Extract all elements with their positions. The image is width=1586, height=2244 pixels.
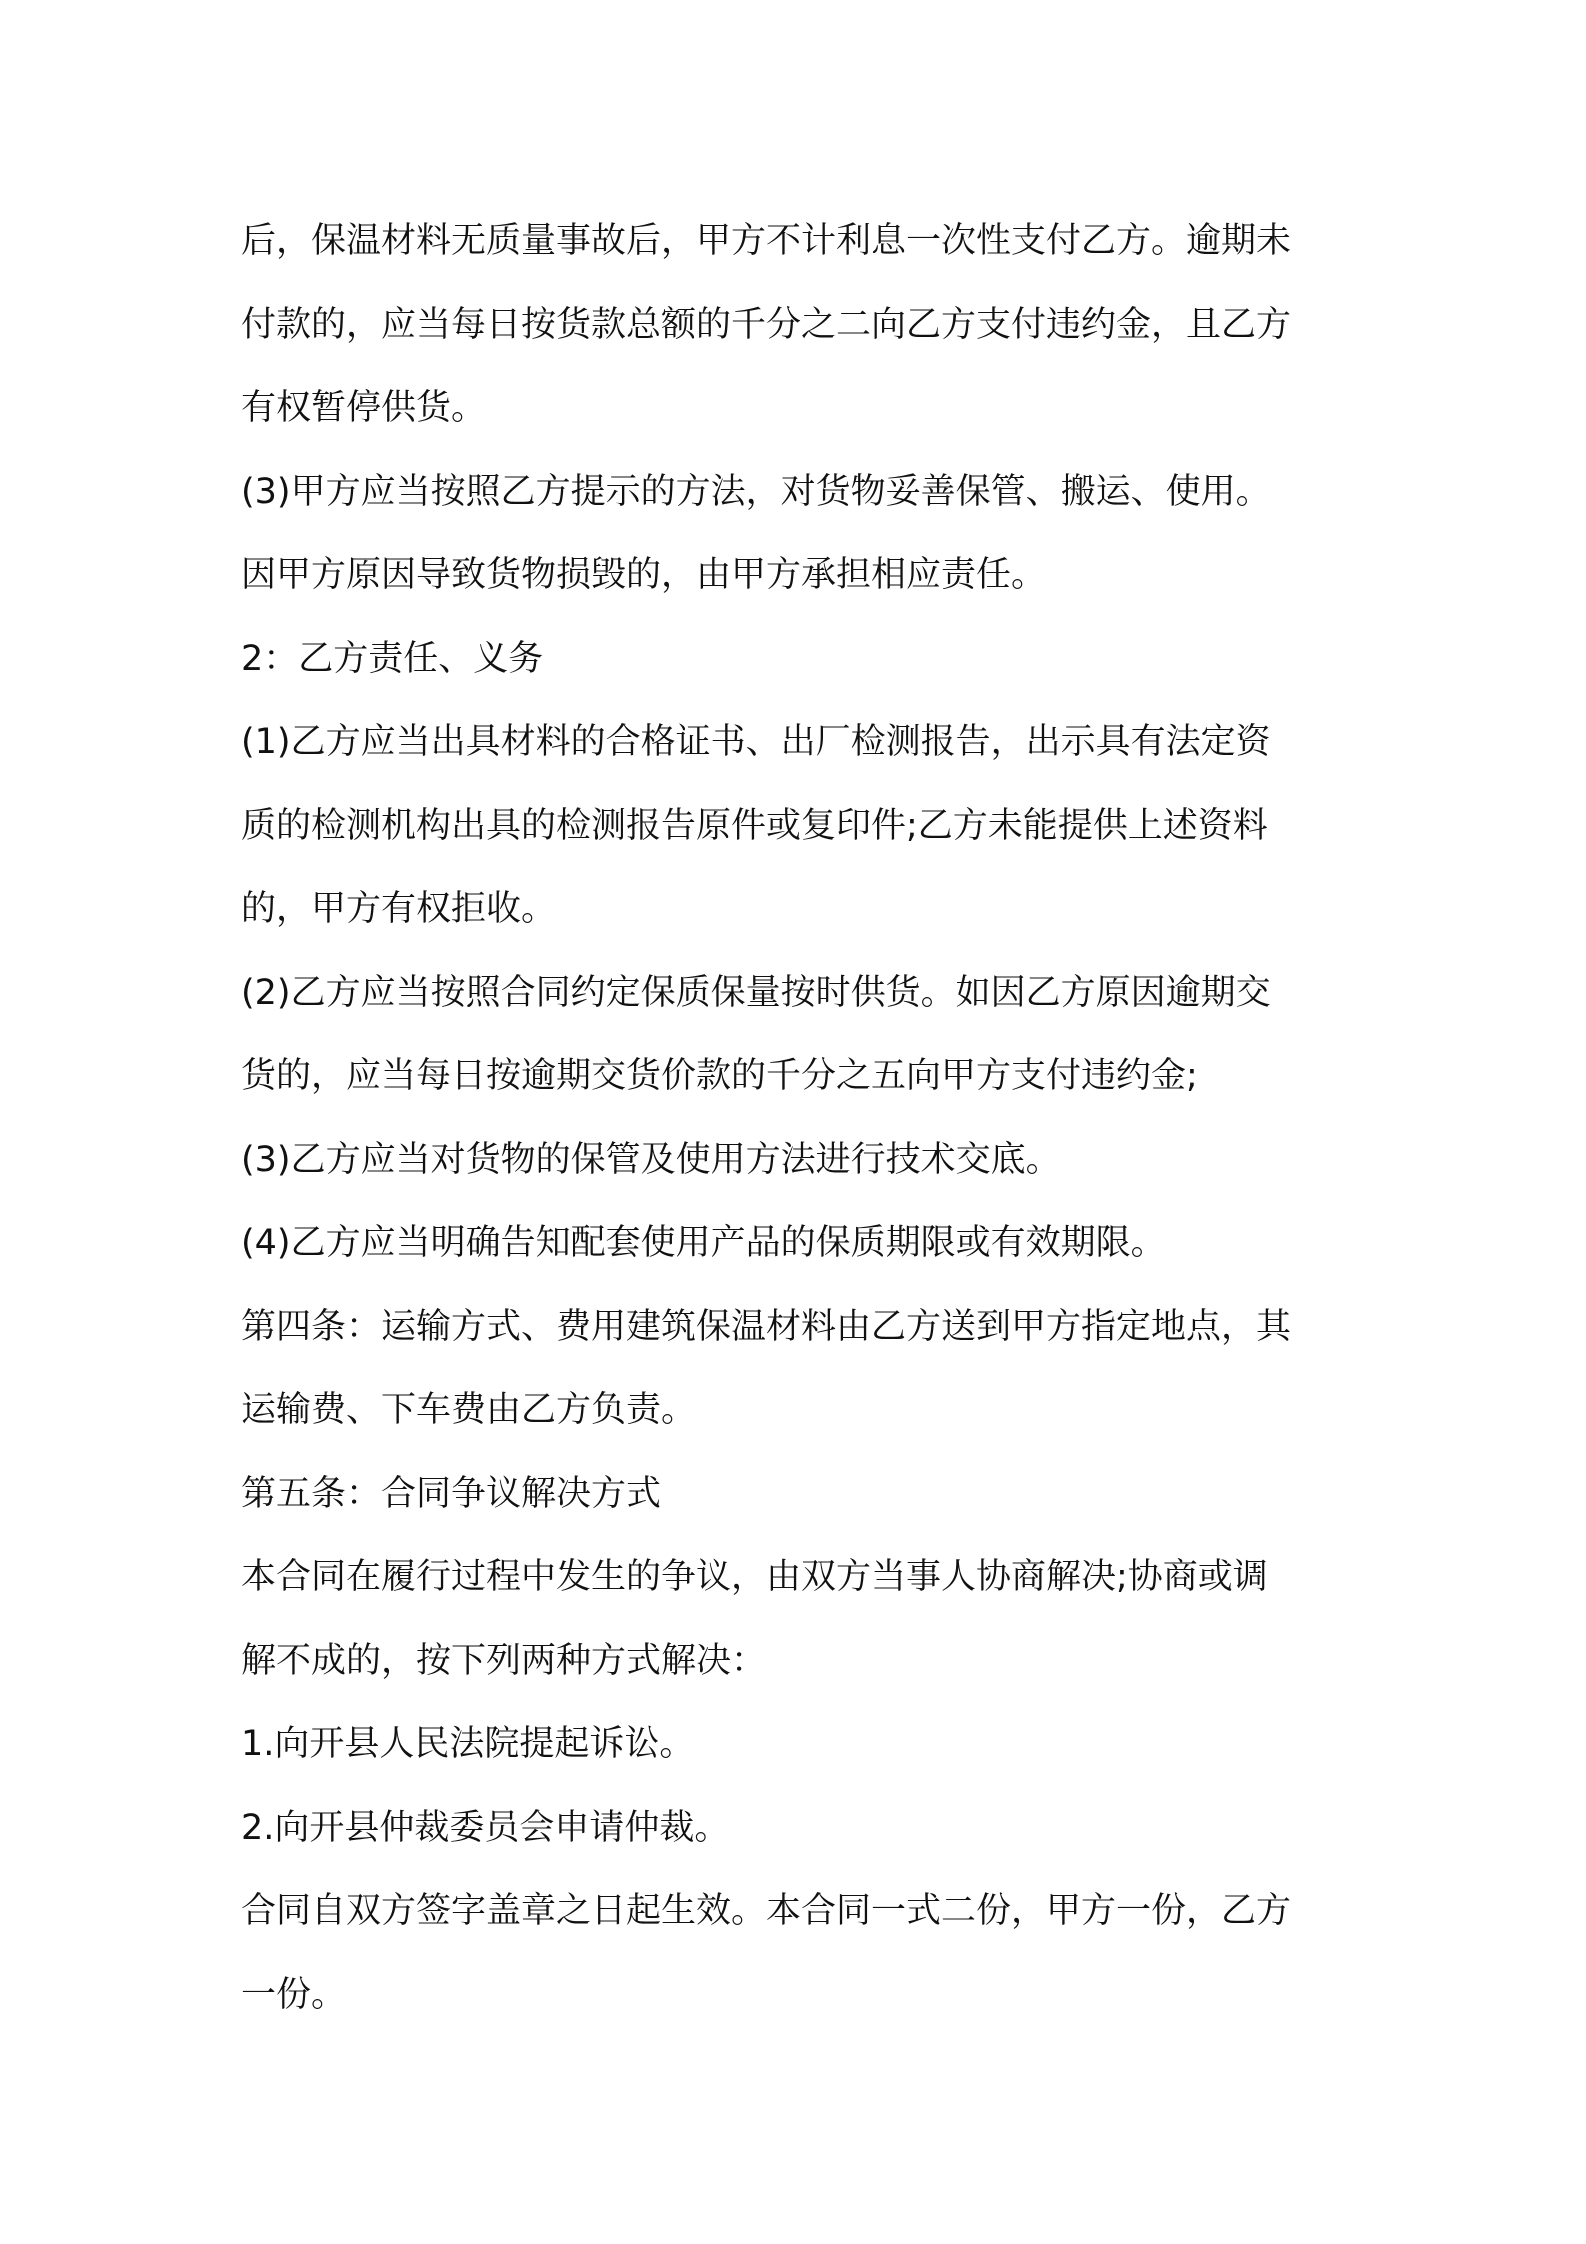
list-item: 1.向开县人民法院提起诉讼。 xyxy=(241,1724,695,1764)
text-line: 货的，应当每日按逾期交货价款的千分之五向甲方支付违约金; xyxy=(241,1056,1198,1096)
list-item: 2.向开县仲裁委员会申请仲裁。 xyxy=(241,1807,730,1848)
article-heading: 第四条：运输方式、费用建筑保温材料由乙方送到甲方指定地点，其 xyxy=(241,1306,1292,1347)
text-line: 解不成的，按下列两种方式解决： xyxy=(241,1640,767,1681)
text-line: 有权暂停供货。 xyxy=(241,388,487,428)
text-line: 运输费、下车费由乙方负责。 xyxy=(241,1390,697,1430)
section-heading: 2：乙方责任、义务 xyxy=(241,638,544,679)
text-line: (1)乙方应当出具材料的合格证书、出厂检测报告，出示具有法定资 xyxy=(241,722,1271,762)
text-line: 的，甲方有权拒收。 xyxy=(241,889,557,929)
article-heading: 第五条：合同争议解决方式 xyxy=(241,1473,662,1514)
text-line: 后，保温材料无质量事故后，甲方不计利息一次性支付乙方。逾期未 xyxy=(241,221,1292,261)
text-line: (2)乙方应当按照合同约定保质保量按时供货。如因乙方原因逾期交 xyxy=(241,972,1271,1013)
text-line: 本合同在履行过程中发生的争议，由双方当事人协商解决;协商或调 xyxy=(241,1557,1268,1597)
text-line: (3)乙方应当对货物的保管及使用方法进行技术交底。 xyxy=(241,1139,1061,1180)
text-line: (3)甲方应当按照乙方提示的方法，对货物妥善保管、搬运、使用。 xyxy=(241,471,1271,512)
text-line: 付款的，应当每日按货款总额的千分之二向乙方支付违约金，且乙方 xyxy=(241,304,1292,345)
text-line: 质的检测机构出具的检测报告原件或复印件;乙方未能提供上述资料 xyxy=(241,805,1268,846)
document-body xyxy=(241,200,1361,2037)
text-line: 一份。 xyxy=(241,1974,347,2015)
text-line: 因甲方原因导致货物损毁的，由甲方承担相应责任。 xyxy=(241,555,1047,595)
text-line: (4)乙方应当明确告知配套使用产品的保质期限或有效期限。 xyxy=(241,1223,1166,1263)
text-line: 合同自双方签字盖章之日起生效。本合同一式二份，甲方一份，乙方 xyxy=(241,1891,1292,1931)
